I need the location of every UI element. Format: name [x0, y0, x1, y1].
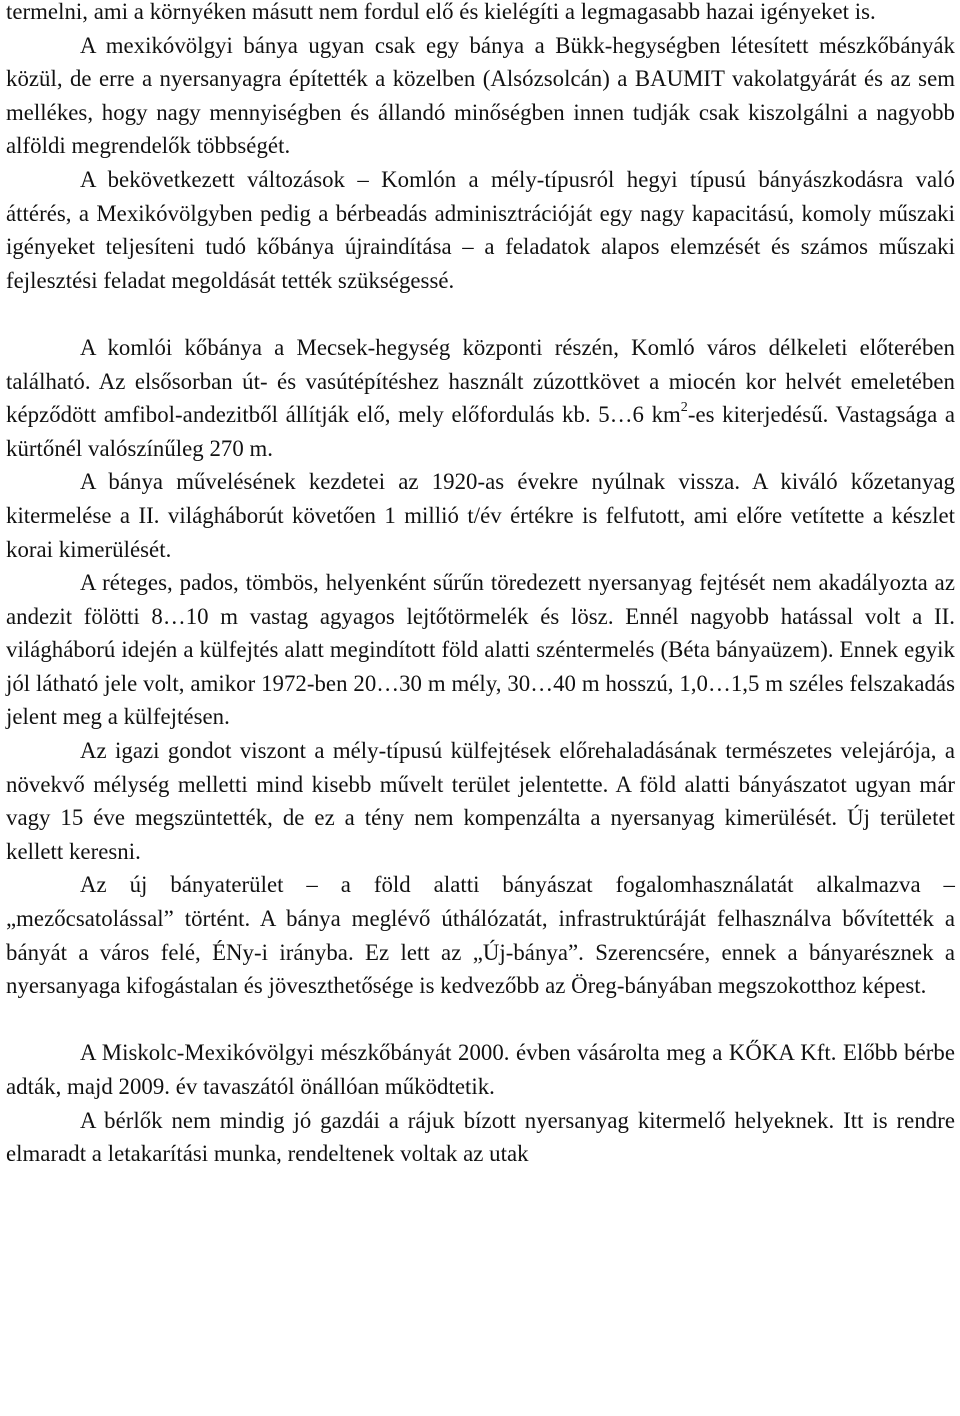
paragraph-new-area: Az új bányaterület – a föld alatti bányászat fogalomhasználatát alkalmazva – „mezőcsatolással” történt. A bánya meglévő úthálózatát, infrastruktúráját felhasználva bővítették a bányát a város felé, ÉNy-i irányba. Ez lett az „Új-bánya”. Szerencsére, ennek a bányarésznek a nyersanyaga kifogástalan és jöveszthetősége is kedvezőbb az Öreg-bányában megszokotthoz képest. [6, 872, 955, 999]
document-page [6, 0, 955, 1171]
superscript-squared: 2 [680, 398, 688, 415]
paragraph-mexikovolgy-bauxit: A mexikóvölgyi bánya ugyan csak egy bánya a Bükk-hegységben létesített mészkőbányák közül, de erre a nyersanyagra építették a közelben (Alsózsolcán) a BAUMIT vakolatgyárát és az sem mellékes, hogy nagy mennyiségben és állandó minőségben innen tudják csak kiszolgálni a nagyobb alföldi megrendelők többségét. [6, 32, 955, 159]
paragraph-changes: A bekövetkezett változások – Komlón a mély-típusról hegyi típusú bányászkodásra való áttérés, a Mexikóvölgyben pedig a bérbeadás adminisztrációját egy nagy kapacitású, komoly műszaki igényeket teljesíteni tudó kőbánya újraindítása – a feladatok alapos elemzését és számos műszaki fejlesztési feladat megoldását tették szükségessé. [6, 166, 955, 293]
paragraph-komlo-quarry-text: A komlói kőbánya a Mecsek-hegység központi részén, Komló város délkeleti előterében található. Az elsősorban út- és vasútépítéshez használt zúzottkövet a miocén kor helvét emeletében képződött amfibol-andezitből állítják elő, mely előfordulás kb. 5…6 km [6, 334, 955, 428]
paragraph-komlo-quarry [6, 331, 955, 465]
paragraph-layers: A réteges, pados, tömbös, helyenként sűrűn töredezett nyersanyag fejtését nem akadályozta az andezit fölötti 8…10 m vastag agyagos lejtőtörmelék és lösz. Ennél nagyobb hatással volt a II. világháború idején a külfejtés alatt megindított föld alatti széntermelés (Béta bányaüzem). Ennek egyik jól látható jele volt, amikor 1972-ben 20…30 m mély, 30…40 m hosszú, 1,0…1,5 m széles felszakadás jelent meg a külfejtésen. [6, 570, 955, 730]
paragraph-continuation: termelni, ami a környéken másutt nem fordul elő és kielégíti a legmagasabb hazai igényeket is. [6, 0, 876, 24]
paragraph-real-problem: Az igazi gondot viszont a mély-típusú külfejtések előrehaladásának természetes velejárója, a növekvő mélység melletti mind kisebb művelt terület jelentette. A föld alatti bányászatot ugyan már vagy 15 éve megszüntették, de ez a tény nem kompenzálta a nyersanyag kimerülését. Új területet kellett keresni. [6, 738, 955, 864]
paragraph-komlo-quarry-text-end: -es kiterjedésű. Vastagsága a kürtőnél valószínűleg 270 m. [6, 402, 955, 461]
paragraph-tenants: A bérlők nem mindig jó gazdái a rájuk bízott nyersanyag kitermelő helyeknek. Itt is rendre elmaradt a letakarítási munka, rendeltenek voltak az utak [6, 1107, 955, 1167]
paragraph-history: A bánya művelésének kezdetei az 1920-as évekre nyúlnak vissza. A kiváló kőzetanyag kitermelése a II. világháborút követően 1 millió t/év értékre is felfutott, ami előre vetítette a készlet korai kimerülését. [6, 469, 955, 562]
paragraph-koka-purchase: A Miskolc-Mexikóvölgyi mészkőbányát 2000. évben vásárolta meg a KŐKA Kft. Előbb bérbe adták, majd 2009. év tavaszától önállóan működtetik. [6, 1040, 955, 1099]
